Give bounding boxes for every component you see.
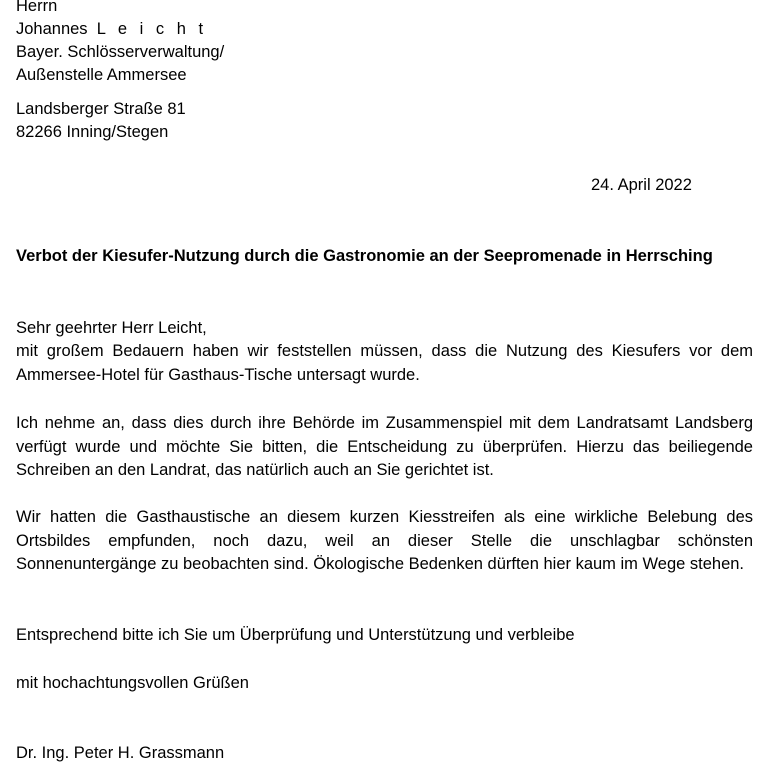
paragraph-3: Wir hatten die Gasthaustische an diesem kurzen Kiesstreifen als eine wirkliche Belebung des Ortsbildes empfunden, noch dazu, weil an dieser Stelle die unschlagbar schönsten Sonnenuntergänge zu beobachten sind. Ökologische Bedenken dürften hier kaum im Wege stehen.: [16, 508, 753, 573]
recipient-salutation: Herrn: [16, 0, 58, 15]
letter-greeting: Sehr geehrter Herr Leicht,: [16, 319, 207, 337]
recipient-city: 82266 Inning/Stegen: [16, 123, 169, 141]
recipient-address: [16, 0, 753, 87]
recipient-location: [16, 98, 753, 144]
recipient-name: [16, 18, 753, 41]
recipient-street: Landsberger Straße 81: [16, 100, 186, 118]
letter-signature: Dr. Ing. Peter H. Grassmann: [16, 744, 225, 762]
letter-body-opening: [16, 317, 753, 387]
letter-date: 24. April 2022: [591, 176, 692, 194]
recipient-last-name: L e i c h t: [96, 20, 208, 38]
paragraph-4: Entsprechend bitte ich Sie um Überprüfung und Unterstützung und verbleibe: [16, 626, 575, 644]
recipient-org-line2: Außenstelle Ammersee: [16, 66, 187, 84]
paragraph-2: Ich nehme an, dass dies durch ihre Behörde im Zusammenspiel mit dem Landratsamt Landsberg verfügt wurde und möchte Sie bitten, die Entscheidung zu überprüfen. Hierzu das beiliegende Schreiben an den Landrat, das natürlich auch an Sie gerichtet ist.: [16, 414, 753, 479]
paragraph-1: mit großem Bedauern haben wir feststellen müssen, dass die Nutzung des Kiesufers vor dem Ammersee-Hotel für Gasthaus-Tische untersagt wurde.: [16, 342, 753, 384]
recipient-first-name: Johannes: [16, 20, 88, 38]
recipient-org-line1: Bayer. Schlösserverwaltung/: [16, 43, 225, 61]
letter-subject: Verbot der Kiesufer-Nutzung durch die Gastronomie an der Seepromenade in Herrsching: [16, 247, 713, 265]
letter-closing: mit hochachtungsvollen Grüßen: [16, 674, 249, 692]
